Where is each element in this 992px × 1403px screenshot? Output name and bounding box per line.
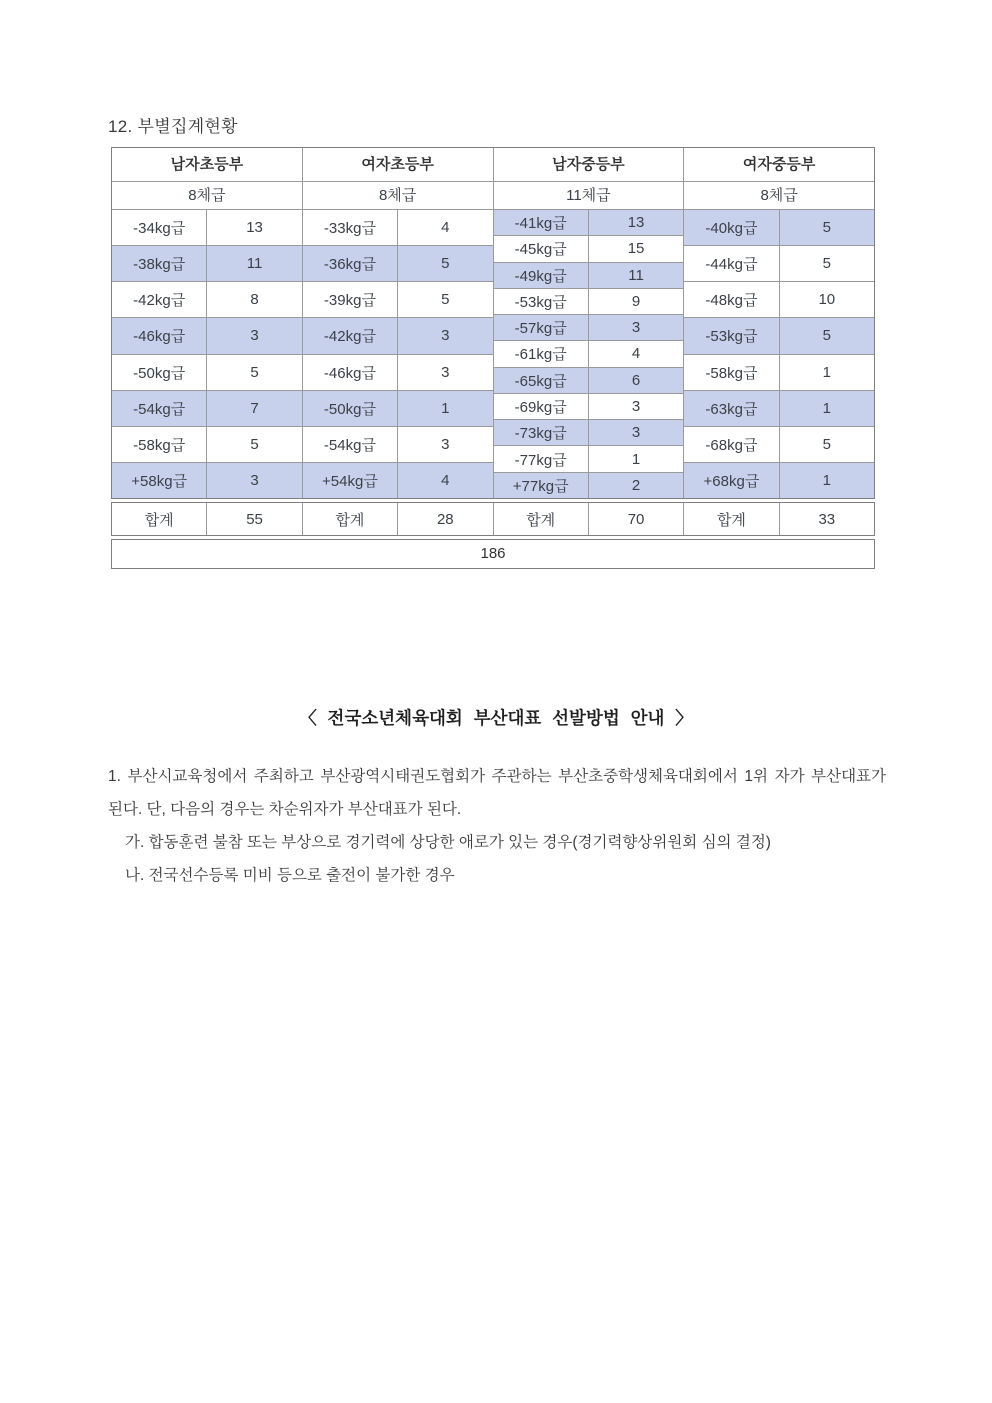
notice-paragraph: 가. 합동훈련 불참 또는 부상으로 경기력에 상당한 애로가 있는 경우(경기력향상위원회 심의 결정) <box>125 834 771 851</box>
division-total-row <box>494 503 685 535</box>
weight-class-label: +58kg급 <box>112 463 207 498</box>
entry-count: 1 <box>441 399 450 417</box>
weight-class-count-header: 11체급 <box>494 182 684 210</box>
weight-class-label: -34kg급 <box>112 210 207 245</box>
weight-class-row <box>112 210 302 246</box>
weight-class-label: -54kg급 <box>303 427 398 462</box>
weight-class-label: -54kg급 <box>112 391 207 426</box>
weight-class-label: -40kg급 <box>684 210 779 245</box>
grand-total-value: 186 <box>480 545 506 562</box>
entry-count: 1 <box>631 450 641 468</box>
entry-count: 10 <box>818 291 836 309</box>
entry-count: 3 <box>250 327 259 345</box>
entry-count: 15 <box>627 240 645 258</box>
weight-class-row <box>684 318 874 354</box>
entry-count: 13 <box>627 214 645 232</box>
weight-class-rows <box>494 210 684 498</box>
total-label: 합계 <box>112 503 207 535</box>
weight-class-label: -49kg급 <box>494 263 589 288</box>
weight-class-label: +77kg급 <box>494 473 589 498</box>
weight-class-row <box>494 289 684 315</box>
division-group <box>684 148 874 498</box>
entry-count: 4 <box>441 471 450 489</box>
entry-count: 5 <box>822 219 831 237</box>
table-main-section <box>111 147 875 499</box>
division-total-value: 70 <box>627 510 645 528</box>
weight-class-label: -58kg급 <box>112 427 207 462</box>
notice-paragraph: 1. 부산시교육청에서 주최하고 부산광역시태권도협회가 주관하는 부산초중학생체육대회에서 1위 자가 부산대표가 된다. 단, 다음의 경우는 차순위자가 부산대표가 된다. <box>108 768 886 818</box>
weight-class-label: -33kg급 <box>303 210 398 245</box>
entry-count: 3 <box>631 424 641 442</box>
entry-count: 5 <box>441 255 450 273</box>
weight-class-row <box>494 446 684 472</box>
entry-count: 3 <box>631 397 641 415</box>
division-total-row <box>303 503 494 535</box>
weight-class-row <box>303 318 493 354</box>
entry-count: 5 <box>250 363 259 381</box>
weight-class-row <box>684 463 874 498</box>
entry-count: 6 <box>631 371 641 389</box>
table-grand-total-section <box>111 539 875 569</box>
entry-count: 11 <box>246 255 263 273</box>
weight-class-rows <box>684 210 874 498</box>
weight-class-row <box>684 355 874 391</box>
weight-class-count-header: 8체급 <box>112 182 302 210</box>
weight-class-row <box>494 394 684 420</box>
division-group <box>303 148 494 498</box>
weight-class-label: -68kg급 <box>684 427 779 462</box>
entry-count: 1 <box>822 471 831 489</box>
weight-class-label: -41kg급 <box>494 210 589 235</box>
weight-class-row <box>303 463 493 498</box>
notice-paragraph: 나. 전국선수등록 미비 등으로 출전이 불가한 경우 <box>125 867 455 884</box>
weight-class-row <box>303 427 493 463</box>
weight-class-row <box>494 210 684 236</box>
weight-class-row <box>303 210 493 246</box>
weight-class-row <box>494 236 684 262</box>
entry-count: 7 <box>250 399 259 417</box>
division-total-row <box>684 503 874 535</box>
entry-count: 5 <box>822 435 831 453</box>
weight-class-row <box>112 282 302 318</box>
table-groups <box>112 148 874 498</box>
entry-count: 5 <box>250 435 259 453</box>
entry-count: 4 <box>441 219 450 237</box>
weight-class-label: -50kg급 <box>112 355 207 390</box>
weight-class-row <box>303 246 493 282</box>
weight-class-row <box>684 246 874 282</box>
division-stats-table <box>111 147 875 569</box>
section-title: 12. 부별집계현황 <box>108 117 238 136</box>
weight-class-row <box>494 473 684 498</box>
division-header: 남자초등부 <box>112 148 302 182</box>
weight-class-row <box>684 427 874 463</box>
weight-class-label: -58kg급 <box>684 355 779 390</box>
total-label: 합계 <box>303 503 398 535</box>
weight-class-rows <box>303 210 493 498</box>
weight-class-label: -42kg급 <box>303 318 398 353</box>
entry-count: 5 <box>441 291 450 309</box>
division-header: 여자초등부 <box>303 148 493 182</box>
weight-class-label: -53kg급 <box>494 289 589 314</box>
entry-count: 3 <box>441 435 450 453</box>
weight-class-label: -42kg급 <box>112 282 207 317</box>
weight-class-label: -36kg급 <box>303 246 398 281</box>
weight-class-count-header: 8체급 <box>303 182 493 210</box>
weight-class-label: -39kg급 <box>303 282 398 317</box>
total-label: 합계 <box>684 503 779 535</box>
total-label: 합계 <box>494 503 589 535</box>
weight-class-rows <box>112 210 302 498</box>
weight-class-label: -77kg급 <box>494 446 589 471</box>
weight-class-label: -69kg급 <box>494 394 589 419</box>
weight-class-label: -50kg급 <box>303 391 398 426</box>
weight-class-label: -38kg급 <box>112 246 207 281</box>
division-header: 남자중등부 <box>494 148 684 182</box>
weight-class-row <box>684 282 874 318</box>
entry-count: 1 <box>822 363 831 381</box>
weight-class-label: -45kg급 <box>494 236 589 261</box>
entry-count: 5 <box>822 327 831 345</box>
entry-count: 13 <box>246 219 263 237</box>
weight-class-row <box>112 391 302 427</box>
entry-count: 2 <box>631 476 641 494</box>
entry-count: 9 <box>631 292 641 310</box>
weight-class-label: -73kg급 <box>494 420 589 445</box>
weight-class-row <box>112 355 302 391</box>
weight-class-row <box>494 368 684 394</box>
weight-class-label: -61kg급 <box>494 341 589 366</box>
weight-class-label: -46kg급 <box>112 318 207 353</box>
weight-class-row <box>494 341 684 367</box>
weight-class-label: -44kg급 <box>684 246 779 281</box>
weight-class-label: -48kg급 <box>684 282 779 317</box>
division-total-value: 55 <box>246 510 263 528</box>
division-total-value: 28 <box>436 510 454 528</box>
notice-paragraphs <box>108 760 886 892</box>
weight-class-label: -46kg급 <box>303 355 398 390</box>
weight-class-row <box>112 463 302 498</box>
weight-class-row <box>494 315 684 341</box>
division-header: 여자중등부 <box>684 148 874 182</box>
table-totals-section <box>111 502 875 536</box>
weight-class-label: -57kg급 <box>494 315 589 340</box>
entry-count: 11 <box>628 266 644 284</box>
weight-class-row <box>303 282 493 318</box>
weight-class-row <box>112 318 302 354</box>
entry-count: 3 <box>250 471 259 489</box>
weight-class-row <box>684 210 874 246</box>
weight-class-row <box>112 427 302 463</box>
division-group <box>494 148 685 498</box>
division-group <box>112 148 303 498</box>
weight-class-row <box>494 263 684 289</box>
weight-class-label: +54kg급 <box>303 463 398 498</box>
entry-count: 3 <box>441 327 450 345</box>
totals-groups <box>112 503 874 535</box>
weight-class-label: +68kg급 <box>684 463 779 498</box>
division-total-value: 33 <box>818 510 836 528</box>
weight-class-row <box>303 391 493 427</box>
weight-class-label: -63kg급 <box>684 391 779 426</box>
weight-class-label: -65kg급 <box>494 368 589 393</box>
notice-heading: 〈 전국소년체육대회 부산대표 선발방법 안내 〉 <box>299 708 693 728</box>
division-total-row <box>112 503 303 535</box>
weight-class-row <box>112 246 302 282</box>
weight-class-row <box>494 420 684 446</box>
entry-count: 5 <box>822 255 831 273</box>
weight-class-count-header: 8체급 <box>684 182 874 210</box>
entry-count: 3 <box>631 319 641 337</box>
entry-count: 8 <box>250 291 259 309</box>
weight-class-row <box>684 391 874 427</box>
weight-class-row <box>303 355 493 391</box>
entry-count: 3 <box>441 363 450 381</box>
entry-count: 1 <box>822 399 831 417</box>
entry-count: 4 <box>631 345 641 363</box>
weight-class-label: -53kg급 <box>684 318 779 353</box>
